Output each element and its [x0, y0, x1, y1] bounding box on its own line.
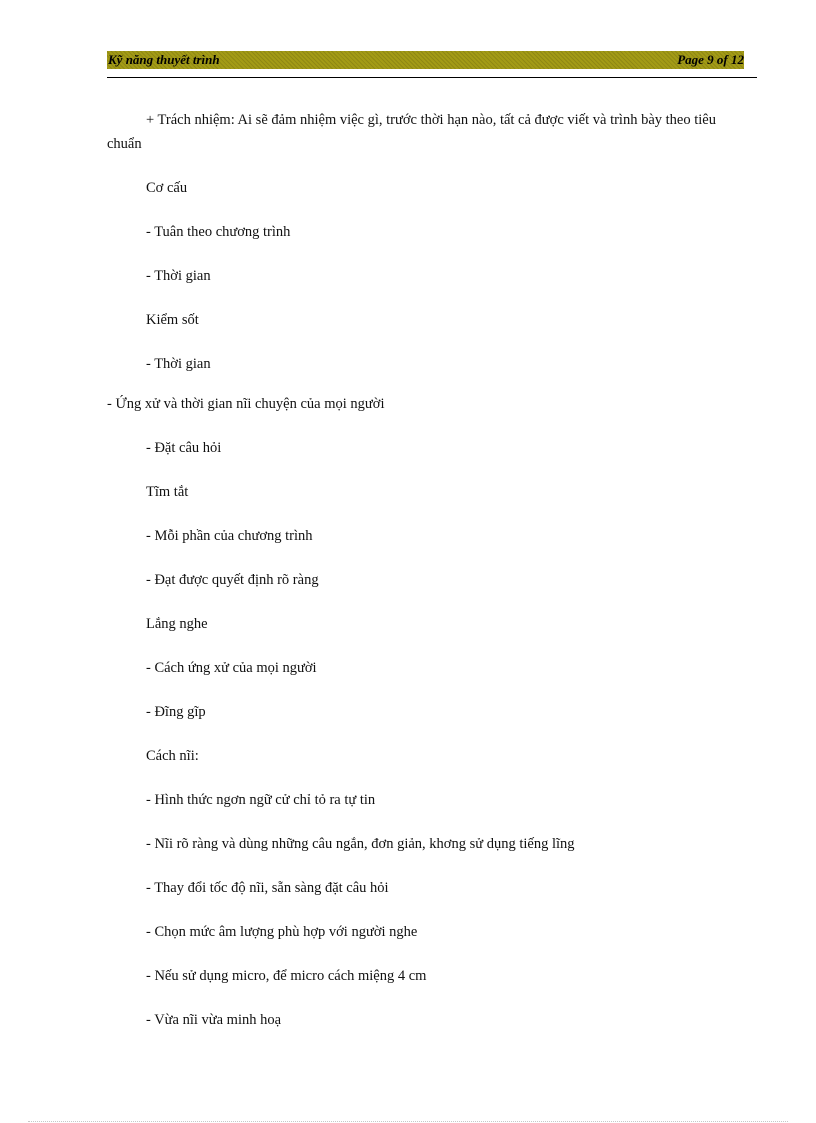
paragraph-behavior: - Ứng xử và thời gian nĩi chuyện của mọi người [107, 396, 385, 412]
paragraph-illustrate: - Vừa nĩi vừa minh hoạ [146, 1012, 282, 1028]
paragraph-volume: - Chọn mức âm lượng phù hợp với người nghe [146, 924, 418, 940]
page-number: Page 9 of 12 [677, 52, 744, 67]
paragraph-clear-decision: - Đạt được quyết định rõ ràng [146, 572, 319, 588]
paragraph-summary: Tĩm tắt [146, 484, 189, 500]
paragraph-people-behavior: - Cách ứng xử của mọi người [146, 660, 317, 676]
paragraph-structure: Cơ cấu [146, 180, 188, 196]
paragraph-follow-program: - Tuân theo chương trình [146, 224, 291, 240]
paragraph-time: - Thời gian [146, 268, 211, 284]
document-title: Kỹ năng thuyết trình [108, 52, 220, 67]
paragraph-responsibility: + Trách nhiệm: Ai sẽ đảm nhiệm việc gì, trước thời hạn nào, tất cả được viết và trình bày theo tiêu chuẩn [107, 112, 716, 152]
paragraph-listening: Lắng nghe [146, 616, 208, 632]
paragraph-each-part: - Mỗi phần của chương trình [146, 528, 313, 544]
paragraph-control: Kiểm sốt [146, 312, 199, 328]
header-divider [107, 77, 757, 78]
paragraph-time-2: - Thời gian [146, 356, 211, 372]
paragraph-how-to-speak: Cách nĩi: [146, 748, 199, 764]
paragraph-micro: - Nếu sử dụng micro, để micro cách miệng 4 cm [146, 968, 427, 984]
paragraph-questions: - Đặt câu hỏi [146, 440, 222, 456]
page-bottom-edge [28, 1121, 788, 1122]
paragraph-speak-clearly: - Nĩi rõ ràng và dùng những câu ngắn, đơn giản, khơng sử dụng tiếng lĩng [146, 836, 575, 852]
paragraph-speed: - Thay đổi tốc độ nĩi, sẵn sàng đặt câu hỏi [146, 880, 389, 896]
paragraph-contribution: - Đĩng gĩp [146, 704, 206, 720]
paragraph-body-language: - Hình thức ngơn ngữ cử chỉ tỏ ra tự tin [146, 792, 376, 808]
document-body [107, 108, 735, 1052]
